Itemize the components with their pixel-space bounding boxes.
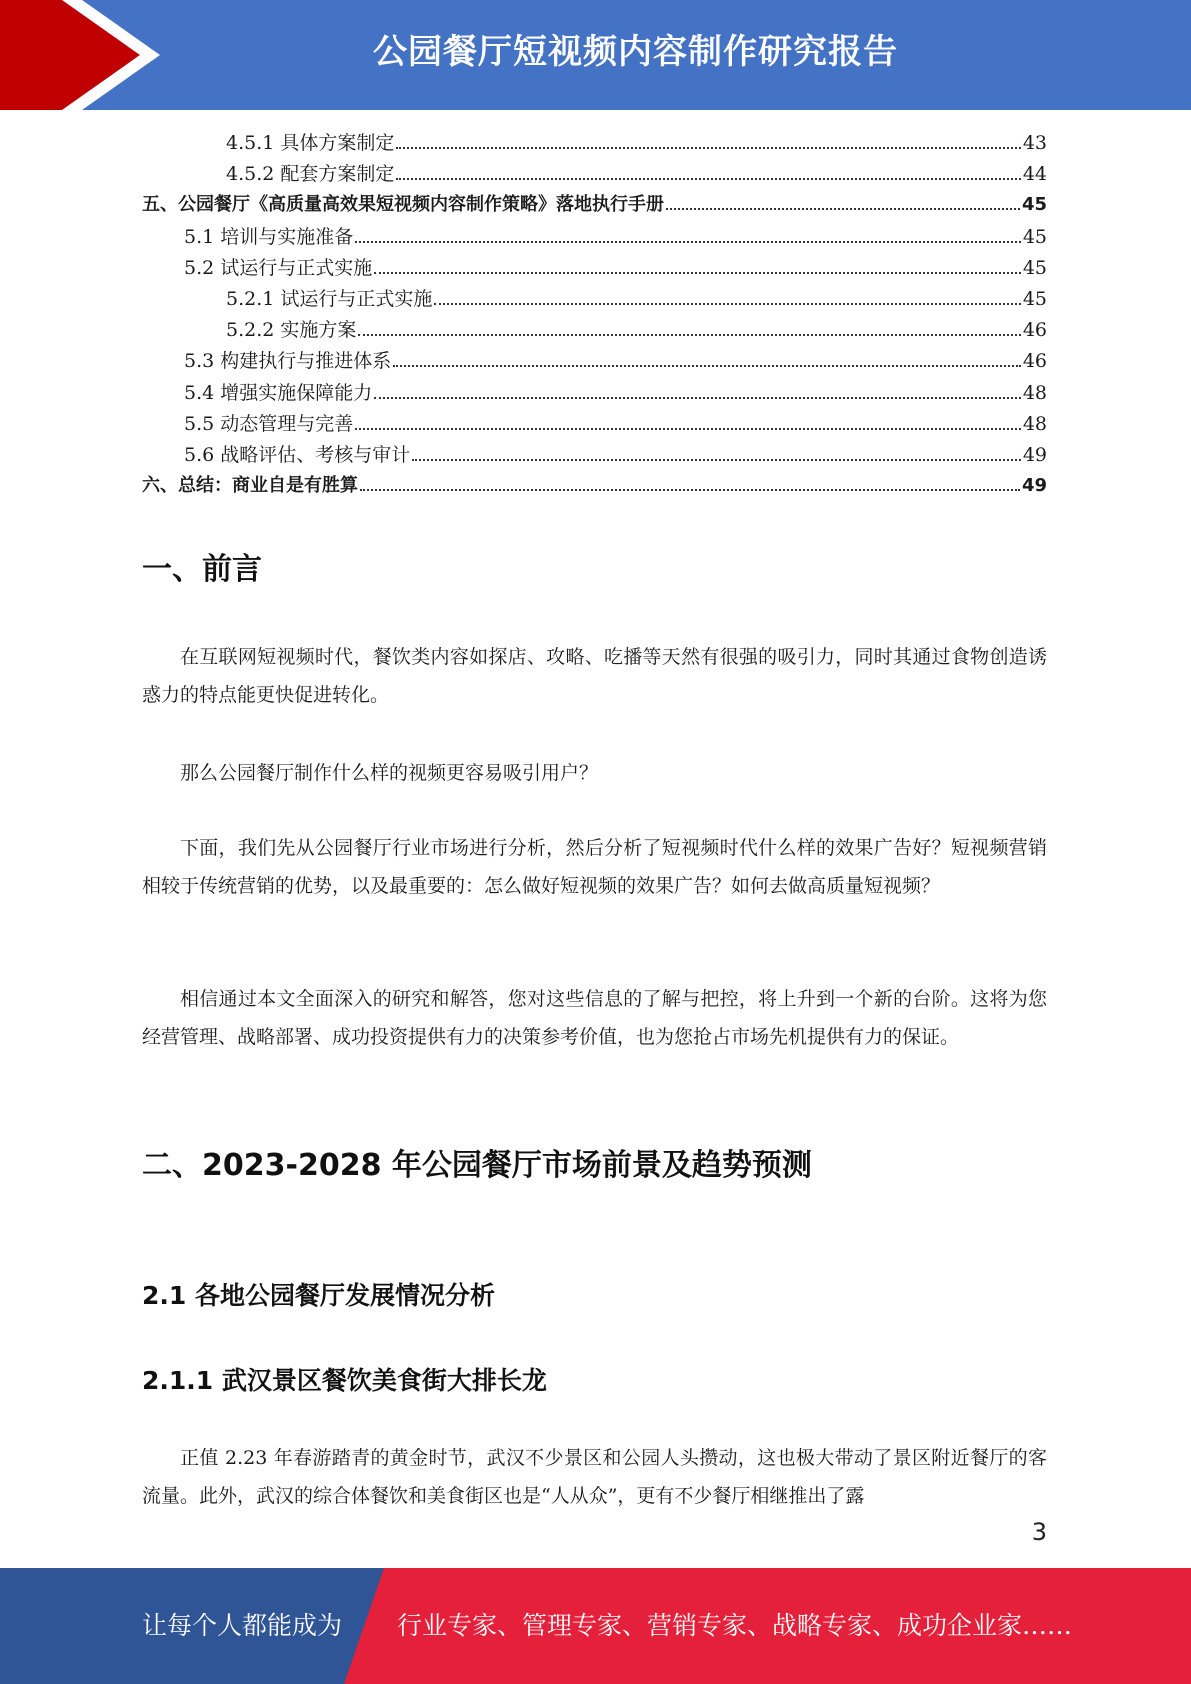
- toc-item-label: 5.2.1 试运行与正式实施: [226, 287, 433, 310]
- toc-item[interactable]: [142, 190, 1047, 221]
- toc-item[interactable]: [142, 128, 1047, 159]
- toc-item-label: 5.3 构建执行与推进体系: [184, 350, 392, 373]
- toc-leader: [374, 396, 1021, 399]
- toc-item-label: 六、总结：商业自是有胜算: [142, 475, 358, 497]
- toc-item-page: 45: [1022, 287, 1047, 310]
- toc-item-page: 45: [1022, 225, 1047, 248]
- footer-slogan-right: 行业专家、管理专家、营销专家、战略专家、成功企业家……: [397, 1611, 1073, 1640]
- toc-item-page: 49: [1021, 475, 1047, 497]
- toc-item-label: 4.5.2 配套方案制定: [226, 163, 395, 186]
- toc-leader: [358, 333, 1020, 336]
- page-number: 3: [1031, 1518, 1047, 1546]
- toc-item[interactable]: [142, 315, 1047, 346]
- footer-slogan-left: 让每个人都能成为: [142, 1611, 343, 1640]
- toc-item-page: 46: [1022, 319, 1047, 342]
- toc-item[interactable]: [142, 409, 1047, 440]
- toc-item[interactable]: [142, 440, 1047, 471]
- table-of-contents: [142, 128, 1047, 502]
- toc-item-label: 5.5 动态管理与完善: [184, 412, 354, 435]
- page-footer: [0, 1568, 1191, 1684]
- subsubsection-heading: 2.1.1 武汉景区餐饮美食街大排长龙: [142, 1366, 547, 1395]
- toc-leader: [360, 488, 1020, 491]
- toc-item-page: 48: [1022, 412, 1047, 435]
- toc-item-page: 45: [1021, 194, 1047, 216]
- section-heading-forecast: 二、2023-2028 年公园餐厅市场前景及趋势预测: [142, 1148, 812, 1183]
- toc-item-page: 48: [1022, 381, 1047, 404]
- toc-item-label: 5.1 培训与实施准备: [184, 225, 354, 248]
- header-title: 公园餐厅短视频内容制作研究报告: [373, 32, 898, 72]
- paragraph: 那么公园餐厅制作什么样的视频更容易吸引用户？: [180, 762, 599, 784]
- toc-leader: [666, 207, 1020, 210]
- paragraph: 下面，我们先从公园餐厅行业市场进行分析，然后分析了短视频时代什么样的效果广告好？短视频营销相较于传统营销的优势，以及最重要的：怎么做好短视频的效果广告？如何去做高质量短视频？: [142, 837, 1047, 897]
- toc-item-page: 46: [1022, 350, 1047, 373]
- toc-item-page: 44: [1022, 163, 1047, 186]
- toc-item[interactable]: [142, 253, 1047, 284]
- toc-item[interactable]: [142, 222, 1047, 253]
- toc-leader: [355, 240, 1021, 243]
- toc-leader: [355, 427, 1021, 430]
- toc-leader: [396, 146, 1020, 149]
- toc-item-label: 5.2 试运行与正式实施: [184, 256, 373, 279]
- paragraph: 在互联网短视频时代，餐饮类内容如探店、攻略、吃播等天然有很强的吸引力，同时其通过食物创造诱惑力的特点能更快促进转化。: [142, 646, 1047, 706]
- toc-leader: [434, 302, 1020, 305]
- page-header: [0, 0, 1191, 110]
- section-heading-preface: 一、前言: [142, 552, 262, 587]
- toc-item[interactable]: [142, 378, 1047, 409]
- toc-item-label: 五、公园餐厅《高质量高效果短视频内容制作策略》落地执行手册: [142, 194, 664, 216]
- toc-leader: [393, 364, 1021, 367]
- toc-item[interactable]: [142, 346, 1047, 377]
- subsection-heading: 2.1 各地公园餐厅发展情况分析: [142, 1281, 495, 1310]
- toc-item[interactable]: [142, 471, 1047, 502]
- toc-item-label: 4.5.1 具体方案制定: [226, 132, 395, 154]
- toc-item-label: 5.4 增强实施保障能力: [184, 381, 373, 404]
- toc-leader: [374, 271, 1021, 274]
- toc-item-label: 5.2.2 实施方案: [226, 319, 357, 342]
- toc-item-page: 49: [1022, 443, 1047, 466]
- toc-leader: [412, 458, 1021, 461]
- paragraph: 正值 2.23 年春游踏青的黄金时节，武汉不少景区和公园人头攒动，这也极大带动了景区附近餐厅的客流量。此外，武汉的综合体餐饮和美食街区也是“人从众”，更有不少餐厅相继推出了露: [142, 1447, 1047, 1507]
- toc-item-page: 43: [1022, 132, 1047, 154]
- toc-item-label: 5.6 战略评估、考核与审计: [184, 443, 411, 466]
- toc-item[interactable]: [142, 159, 1047, 190]
- toc-leader: [396, 177, 1020, 180]
- toc-item-page: 45: [1022, 256, 1047, 279]
- paragraph: 相信通过本文全面深入的研究和解答，您对这些信息的了解与把控，将上升到一个新的台阶。这将为您经营管理、战略部署、成功投资提供有力的决策参考价值，也为您抢占市场先机提供有力的保证。: [142, 988, 1047, 1048]
- toc-item[interactable]: [142, 284, 1047, 315]
